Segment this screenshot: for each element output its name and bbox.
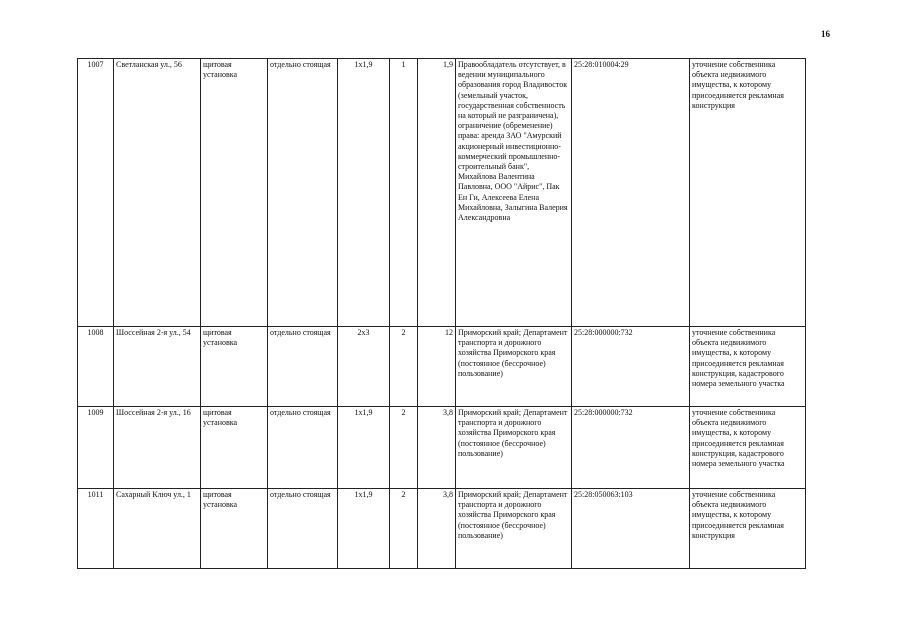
size-cell: 1x1,9	[338, 489, 390, 569]
owner-cell: Правообладатель отсутствует, в ведении муниципального образования город Владивосток (земельный участок, государственная собственность на который не разграничена), ограничение (обременение) права: аренда ЗАО "Амурский акционерный инвестиционно-коммерческий промышленно-строительный банк", Михайлова Валентина Павловна, ООО "Айрис", Пак Ен Ги, Алексеева Елена Михайловна, Залыгина Валерия Александровна	[456, 59, 572, 327]
area-cell: 3,8	[418, 489, 456, 569]
placement-cell: отдельно стоящая	[268, 489, 338, 569]
construction-type-cell: щитовая установка	[201, 407, 268, 489]
construction-type-cell: щитовая установка	[201, 327, 268, 407]
cadastral-number-cell: 25:28:000000:732	[572, 327, 690, 407]
area-cell: 1,9	[418, 59, 456, 327]
size-cell: 1x1,9	[338, 59, 390, 327]
sides-cell: 2	[390, 489, 418, 569]
placement-cell: отдельно стоящая	[268, 407, 338, 489]
note-cell: уточнение собственника объекта недвижимого имущества, к которому присоединяется рекламная конструкция	[690, 59, 806, 327]
row-number-cell: 1008	[78, 327, 114, 407]
row-number-cell: 1009	[78, 407, 114, 489]
construction-type-cell: щитовая установка	[201, 489, 268, 569]
cadastral-number-cell: 25:28:010004:29	[572, 59, 690, 327]
note-cell: уточнение собственника объекта недвижимого имущества, к которому присоединяется рекламная конструкция, кадастрового номера земельного участка	[690, 407, 806, 489]
cadastral-number-cell: 25:28:000000:732	[572, 407, 690, 489]
row-number-cell: 1011	[78, 489, 114, 569]
address-cell: Шоссейная 2-я ул., 16	[114, 407, 201, 489]
note-cell: уточнение собственника объекта недвижимого имущества, к которому присоединяется рекламная конструкция	[690, 489, 806, 569]
table-row	[78, 489, 806, 569]
size-cell: 1x1,9	[338, 407, 390, 489]
sides-cell: 1	[390, 59, 418, 327]
row-number-cell: 1007	[78, 59, 114, 327]
sides-cell: 2	[390, 327, 418, 407]
placement-cell: отдельно стоящая	[268, 327, 338, 407]
construction-type-cell: щитовая установка	[201, 59, 268, 327]
address-cell: Сахарный Ключ ул., 1	[114, 489, 201, 569]
address-cell: Шоссейная 2-я ул., 54	[114, 327, 201, 407]
table-row	[78, 327, 806, 407]
note-cell: уточнение собственника объекта недвижимого имущества, к которому присоединяется рекламная конструкция, кадастрового номера земельного участка	[690, 327, 806, 407]
area-cell: 12	[418, 327, 456, 407]
placement-cell: отдельно стоящая	[268, 59, 338, 327]
cadastral-number-cell: 25:28:050063:103	[572, 489, 690, 569]
page-number: 16	[821, 29, 830, 39]
size-cell: 2x3	[338, 327, 390, 407]
owner-cell: Приморский край; Департамент транспорта и дорожного хозяйства Приморского края (постоянное (бессрочное) пользование)	[456, 489, 572, 569]
sides-cell: 2	[390, 407, 418, 489]
table-row	[78, 59, 806, 327]
owner-cell: Приморский край; Департамент транспорта и дорожного хозяйства Приморского края (постоянное (бессрочное) пользование)	[456, 407, 572, 489]
table-row	[78, 407, 806, 489]
registry-table	[77, 58, 806, 569]
address-cell: Светланская ул., 56	[114, 59, 201, 327]
owner-cell: Приморский край; Департамент транспорта и дорожного хозяйства Приморского края (постоянное (бессрочное) пользование)	[456, 327, 572, 407]
area-cell: 3,8	[418, 407, 456, 489]
